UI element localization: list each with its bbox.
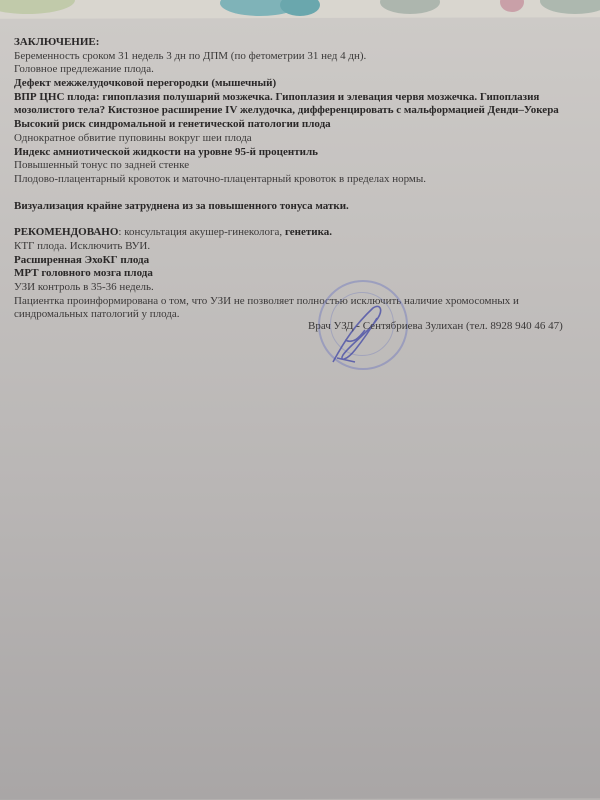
fabric-pattern [540,0,600,14]
spacer [14,187,600,200]
fabric-pattern [380,0,440,14]
finding-tone: Повышенный тонус по задней стенке [14,159,190,172]
recommendation-echo: Расширенная ЭхоКГ плода [14,253,150,266]
finding-cord: Однократное обвитие пуповины вокруг шеи плода [14,131,252,144]
finding-afi: Индекс амниотической жидкости на уровне 95-й процентиль [14,145,318,158]
disclaimer-line-1: Пациентка проинформирована о том, что УЗИ не позволяет полностью исключить наличие хромосомных и [14,294,519,307]
recommended-text: : консультация акушер-гинеколога, [118,226,285,239]
finding-vsd: Дефект межжелудочковой перегородки (мышечный) [14,77,277,90]
conclusion-heading: ЗАКЛЮЧЕНИЕ: [14,36,100,48]
fetal-presentation: Головное предлежание плода. [14,63,154,76]
finding-bloodflow: Плодово-плацентарный кровоток и маточно-плацентарный кровоток в пределах нормы. [14,172,427,185]
document-body [14,36,600,322]
signature-scribble-icon [325,300,395,370]
recommendation-followup: УЗИ контроль в 35-36 недель. [14,281,154,293]
recommended-genetics: генетика. [284,226,333,239]
finding-genetic-risk: Высокий риск синдромальной и генетической патологии плода [14,118,331,131]
fabric-pattern [500,0,524,12]
recommendation-ctg: КТГ плода. Исключить ВУИ. [14,239,151,252]
disclaimer-line-2: синдромальных патологий у плода. [14,308,180,321]
recommendation-mri: МРТ головного мозга плода [14,267,153,280]
recommended-label: РЕКОМЕНДОВАНО [14,226,119,239]
visualization-note: Визуализация крайне затруднена из за повышенного тонуса матки. [14,199,349,212]
recommendation-header [14,226,600,240]
fabric-pattern [0,0,75,14]
finding-cns-1: ВПР ЦНС плода: гипоплазия полушарий мозжечка. Гипоплазия и элевация червя мозжечка. Гипоплазия [14,90,540,103]
finding-cns-2: мозолистого тела? Кистозное расширение IV желудочка, дифференцировать с мальформацией Денди–Уокера [14,104,559,117]
fabric-pattern [280,0,320,16]
doctor-signature: Врач УЗД - Сентябриева Зулихан (тел. 8928 940 46 47) [308,320,563,332]
pregnancy-term: Беременность сроком 31 недель 3 дн по ДПМ (по фетометрии 31 нед 4 дн). [14,49,367,62]
spacer [14,213,600,226]
